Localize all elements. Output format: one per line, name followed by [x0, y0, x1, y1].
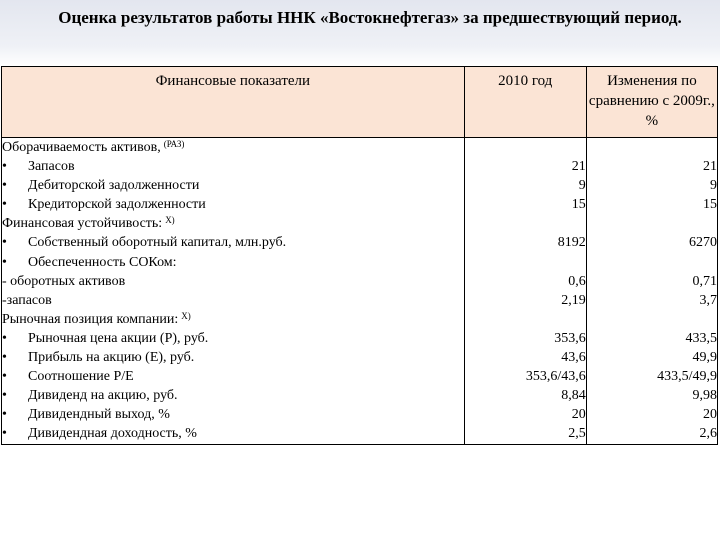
bullet-icon: • [2, 426, 7, 442]
indicator-cell [2, 176, 465, 195]
change-cell: 20 [586, 405, 717, 424]
table-row [2, 329, 718, 348]
indicator-cell [2, 214, 465, 233]
indicator-cell [2, 310, 465, 329]
indicator-note: Х) [181, 310, 191, 321]
value-2010-cell: 8,84 [464, 386, 586, 405]
table-row [2, 195, 718, 214]
value-2010-cell [464, 310, 586, 329]
value-2010-cell: 0,6 [464, 272, 586, 291]
change-cell: 9 [586, 176, 717, 195]
header-indicators: Финансовые показатели [2, 67, 465, 138]
indicator-cell [2, 272, 465, 291]
indicator-cell [2, 386, 465, 405]
value-2010-cell: 20 [464, 405, 586, 424]
bullet-icon: • [2, 178, 7, 194]
table-row [2, 272, 718, 291]
value-2010-cell: 21 [464, 157, 586, 176]
indicator-label: Обеспеченность СОКом: [28, 254, 177, 270]
indicator-cell [2, 157, 465, 176]
table-body [2, 138, 718, 445]
indicator-cell [2, 367, 465, 386]
change-cell: 0,71 [586, 272, 717, 291]
bullet-icon: • [2, 369, 7, 385]
change-cell: 21 [586, 157, 717, 176]
header-change: Изменения по сравнению с 2009г., % [586, 67, 717, 138]
value-2010-cell: 9 [464, 176, 586, 195]
value-2010-cell: 353,6/43,6 [464, 367, 586, 386]
indicator-label: Прибыль на акцию (E), руб. [28, 350, 195, 366]
change-cell: 433,5 [586, 329, 717, 348]
indicator-cell [2, 253, 465, 272]
change-cell: 49,9 [586, 348, 717, 367]
indicator-label: Запасов [28, 159, 75, 175]
table-row [2, 157, 718, 176]
financial-indicators-table [1, 66, 718, 445]
table-row [2, 424, 718, 444]
indicator-cell [2, 405, 465, 424]
indicator-label: Рыночная цена акции (P), руб. [28, 330, 209, 346]
change-cell: 6270 [586, 233, 717, 252]
indicator-label: Дебиторской задолженности [28, 178, 200, 194]
table-row [2, 233, 718, 252]
bullet-icon: • [2, 350, 7, 366]
indicator-cell [2, 329, 465, 348]
indicator-label: Кредиторской задолженности [28, 197, 206, 213]
bullet-icon: • [2, 388, 7, 404]
change-cell: 2,6 [586, 424, 717, 444]
header-year-2010: 2010 год [464, 67, 586, 138]
value-2010-cell: 15 [464, 195, 586, 214]
indicator-label: Рыночная позиция компании: [2, 311, 179, 327]
change-cell: 433,5/49,9 [586, 367, 717, 386]
indicator-label: - оборотных активов [2, 273, 126, 289]
value-2010-cell: 2,19 [464, 291, 586, 310]
value-2010-cell: 43,6 [464, 348, 586, 367]
change-cell [586, 253, 717, 272]
indicator-label: Соотношение P/E [28, 369, 134, 385]
indicator-label: Дивиденд на акцию, руб. [28, 388, 178, 404]
indicator-label: Дивидендный выход, % [28, 407, 170, 423]
value-2010-cell [464, 214, 586, 233]
indicator-cell [2, 291, 465, 310]
bullet-icon: • [2, 407, 7, 423]
table-row [2, 291, 718, 310]
bullet-icon: • [2, 159, 7, 175]
value-2010-cell: 353,6 [464, 329, 586, 348]
slide-title: Оценка результатов работы ННК «Востокнефтегаз» за предшествующий период. [58, 8, 682, 27]
table-row [2, 386, 718, 405]
value-2010-cell [464, 253, 586, 272]
table-row [2, 310, 718, 329]
indicator-cell [2, 195, 465, 214]
change-cell [586, 214, 717, 233]
bullet-icon: • [2, 254, 7, 270]
indicator-cell [2, 424, 465, 444]
change-cell: 3,7 [586, 291, 717, 310]
table-row [2, 367, 718, 386]
indicator-note: (РАЗ) [163, 139, 185, 149]
table-row [2, 405, 718, 424]
table-row [2, 348, 718, 367]
indicator-label: -запасов [2, 292, 52, 308]
bullet-icon: • [2, 235, 7, 251]
value-2010-cell: 2,5 [464, 424, 586, 444]
table-row [2, 176, 718, 195]
bullet-icon: • [2, 197, 7, 213]
bullet-icon: • [2, 330, 7, 346]
table-header-row [2, 67, 718, 138]
change-cell: 15 [586, 195, 717, 214]
value-2010-cell: 8192 [464, 233, 586, 252]
indicator-cell [2, 233, 465, 252]
indicator-cell [2, 138, 465, 158]
table-row [2, 253, 718, 272]
indicator-note: Х) [165, 215, 175, 226]
table-row [2, 138, 718, 158]
indicator-label: Собственный оборотный капитал, млн.руб. [28, 235, 287, 251]
table-row [2, 214, 718, 233]
indicator-label: Оборачиваемость активов, [2, 140, 161, 155]
value-2010-cell [464, 138, 586, 158]
indicator-label: Финансовая устойчивость: [2, 216, 163, 232]
indicator-label: Дивидендная доходность, % [28, 426, 197, 442]
change-cell [586, 138, 717, 158]
indicator-cell [2, 348, 465, 367]
change-cell [586, 310, 717, 329]
change-cell: 9,98 [586, 386, 717, 405]
